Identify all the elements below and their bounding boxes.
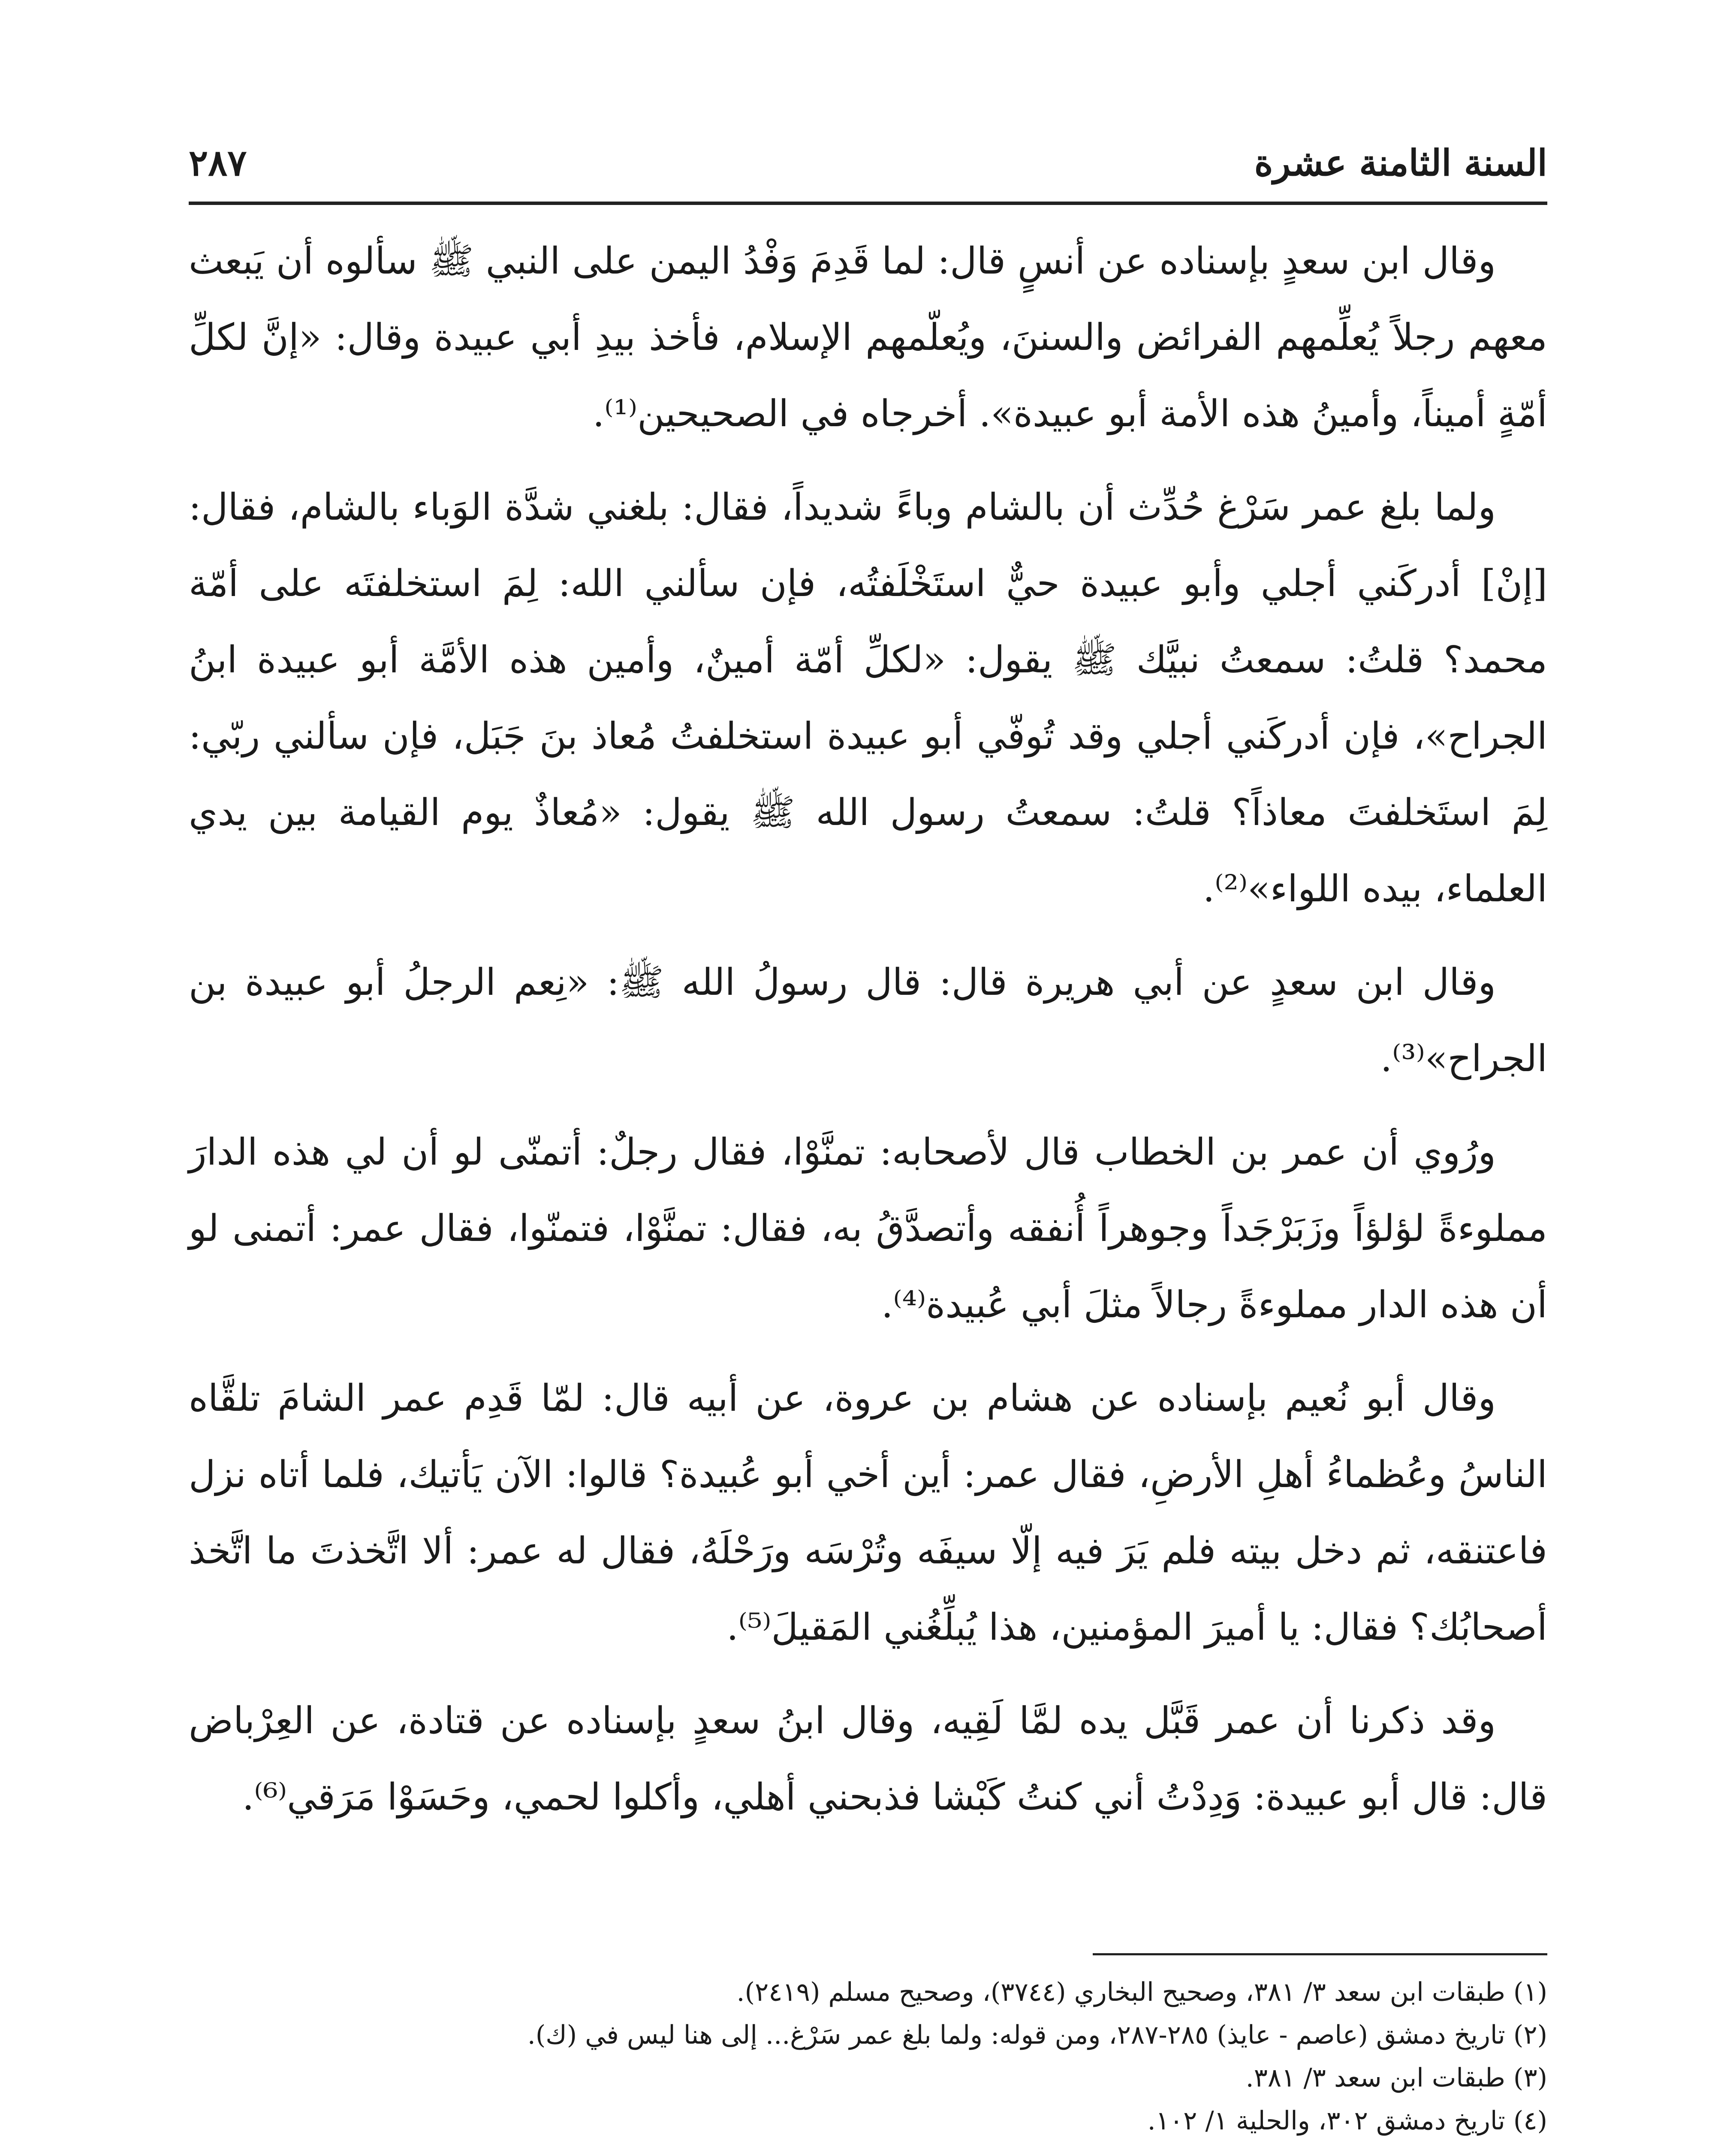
paragraph-5: وقال أبو نُعيم بإسناده عن هشام بن عروة، عن أبيه قال: لمّا قَدِم عمر الشامَ تلقَّاه الناسُ وعُظماءُ أهلِ الأرضِ، فقال عمر: أين أخي أبو عُبيدة؟ قالوا: الآن يَأتيك، فلما أتاه نزل فاعتنقه، ثم دخل بيته فلم يَرَ فيه إلّا سيفَه وتُرْسَه ورَحْلَهُ، فقال له عمر: ألا اتَّخذتَ ما اتَّخذ أصحابُك؟ فقال: يا أميرَ المؤمنين، هذا يُبلِّغُني المَقيلَ⁽⁵⁾.: [189, 1377, 1547, 1649]
footnote-1: (١) طبقات ابن سعد ٣/ ٣٨١، وصحيح البخاري (٣٧٤٤)، وصحيح مسلم (٢٤١٩).: [736, 1977, 1547, 2007]
main-text: [189, 223, 1547, 1852]
footnote-4: (٤) تاريخ دمشق ٣٠٢، والحلية ١/ ١٠٢.: [1147, 2106, 1547, 2136]
page-number: ٢٨٧: [189, 142, 247, 184]
paragraph-3: وقال ابن سعدٍ عن أبي هريرة قال: قال رسولُ الله ﷺ: «نِعم الرجلُ أبو عبيدة بن الجراح»⁽³⁾.: [189, 961, 1547, 1080]
paragraph-6: وقد ذكرنا أن عمر قَبَّل يده لمَّا لَقِيه، وقال ابنُ سعدٍ بإسناده عن قتادة، عن العِرْباض قال: قال أبو عبيدة: وَدِدْتُ أني كنتُ كَبْشا فذبحني أهلي، وأكلوا لحمي، وحَسَوْا مَرَقي⁽⁶⁾.: [189, 1699, 1547, 1819]
footnote-divider: [1093, 1953, 1547, 1955]
footnote-3: (٣) طبقات ابن سعد ٣/ ٣٨١.: [1245, 2063, 1547, 2093]
footnote-2: (٢) تاريخ دمشق (عاصم - عايذ) ٢٨٥-٢٨٧، ومن قوله: ولما بلغ عمر سَرْغ... إلى هنا ليس في (ك).: [527, 2020, 1547, 2050]
paragraph-2: ولما بلغ عمر سَرْغ حُدِّث أن بالشام وباءً شديداً، فقال: بلغني شدَّة الوَباء بالشام، فقال: [إنْ] أدركَني أجلي وأبو عبيدة حيٌّ استَخْلَفتُه، فإن سألني الله: لِمَ استخلفتَه على أمّة محمد؟ قلتُ: سمعتُ نبيَّك ﷺ يقول: «لكلِّ أمّة أمينٌ، وأمين هذه الأمَّة أبو عبيدة ابنُ الجراح»، فإن أدركَني أجلي وقد تُوفّي أبو عبيدة استخلفتُ مُعاذ بنَ جَبَل، فإن سألني ربّي: لِمَ استَخلفتَ معاذاً؟ قلتُ: سمعتُ رسول الله ﷺ يقول: «مُعاذٌ يوم القيامة بين يدي العلماء، بيده اللواء»⁽²⁾.: [189, 486, 1547, 910]
footnotes: [189, 1972, 1547, 2144]
paragraph-1: وقال ابن سعدٍ بإسناده عن أنسٍ قال: لما قَدِمَ وَفْدُ اليمن على النبي ﷺ سألوه أن يَبعث معهم رجلاً يُعلِّمهم الفرائض والسننَ، ويُعلّمهم الإسلام، فأخذ بيدِ أبي عبيدة وقال: «إنَّ لكلِّ أمّةٍ أميناً، وأمينُ هذه الأمة أبو عبيدة». أخرجاه في الصحيحين⁽¹⁾.: [189, 240, 1547, 435]
paragraph-4: ورُوي أن عمر بن الخطاب قال لأصحابه: تمنَّوْا، فقال رجلٌ: أتمنّى لو أن لي هذه الدارَ مملوءةً لؤلؤاً وزَبَرْجَداً وجوهراً أُنفقه وأتصدَّقُ به، فقال: تمنَّوْا، فتمنّوا، فقال عمر: أتمنى لو أن هذه الدار مملوءةً رجالاً مثلَ أبي عُبيدة⁽⁴⁾.: [189, 1131, 1547, 1326]
running-title: السنة الثامنة عشرة: [1254, 142, 1547, 184]
header-divider: [189, 202, 1547, 205]
page-header: [189, 129, 1547, 197]
